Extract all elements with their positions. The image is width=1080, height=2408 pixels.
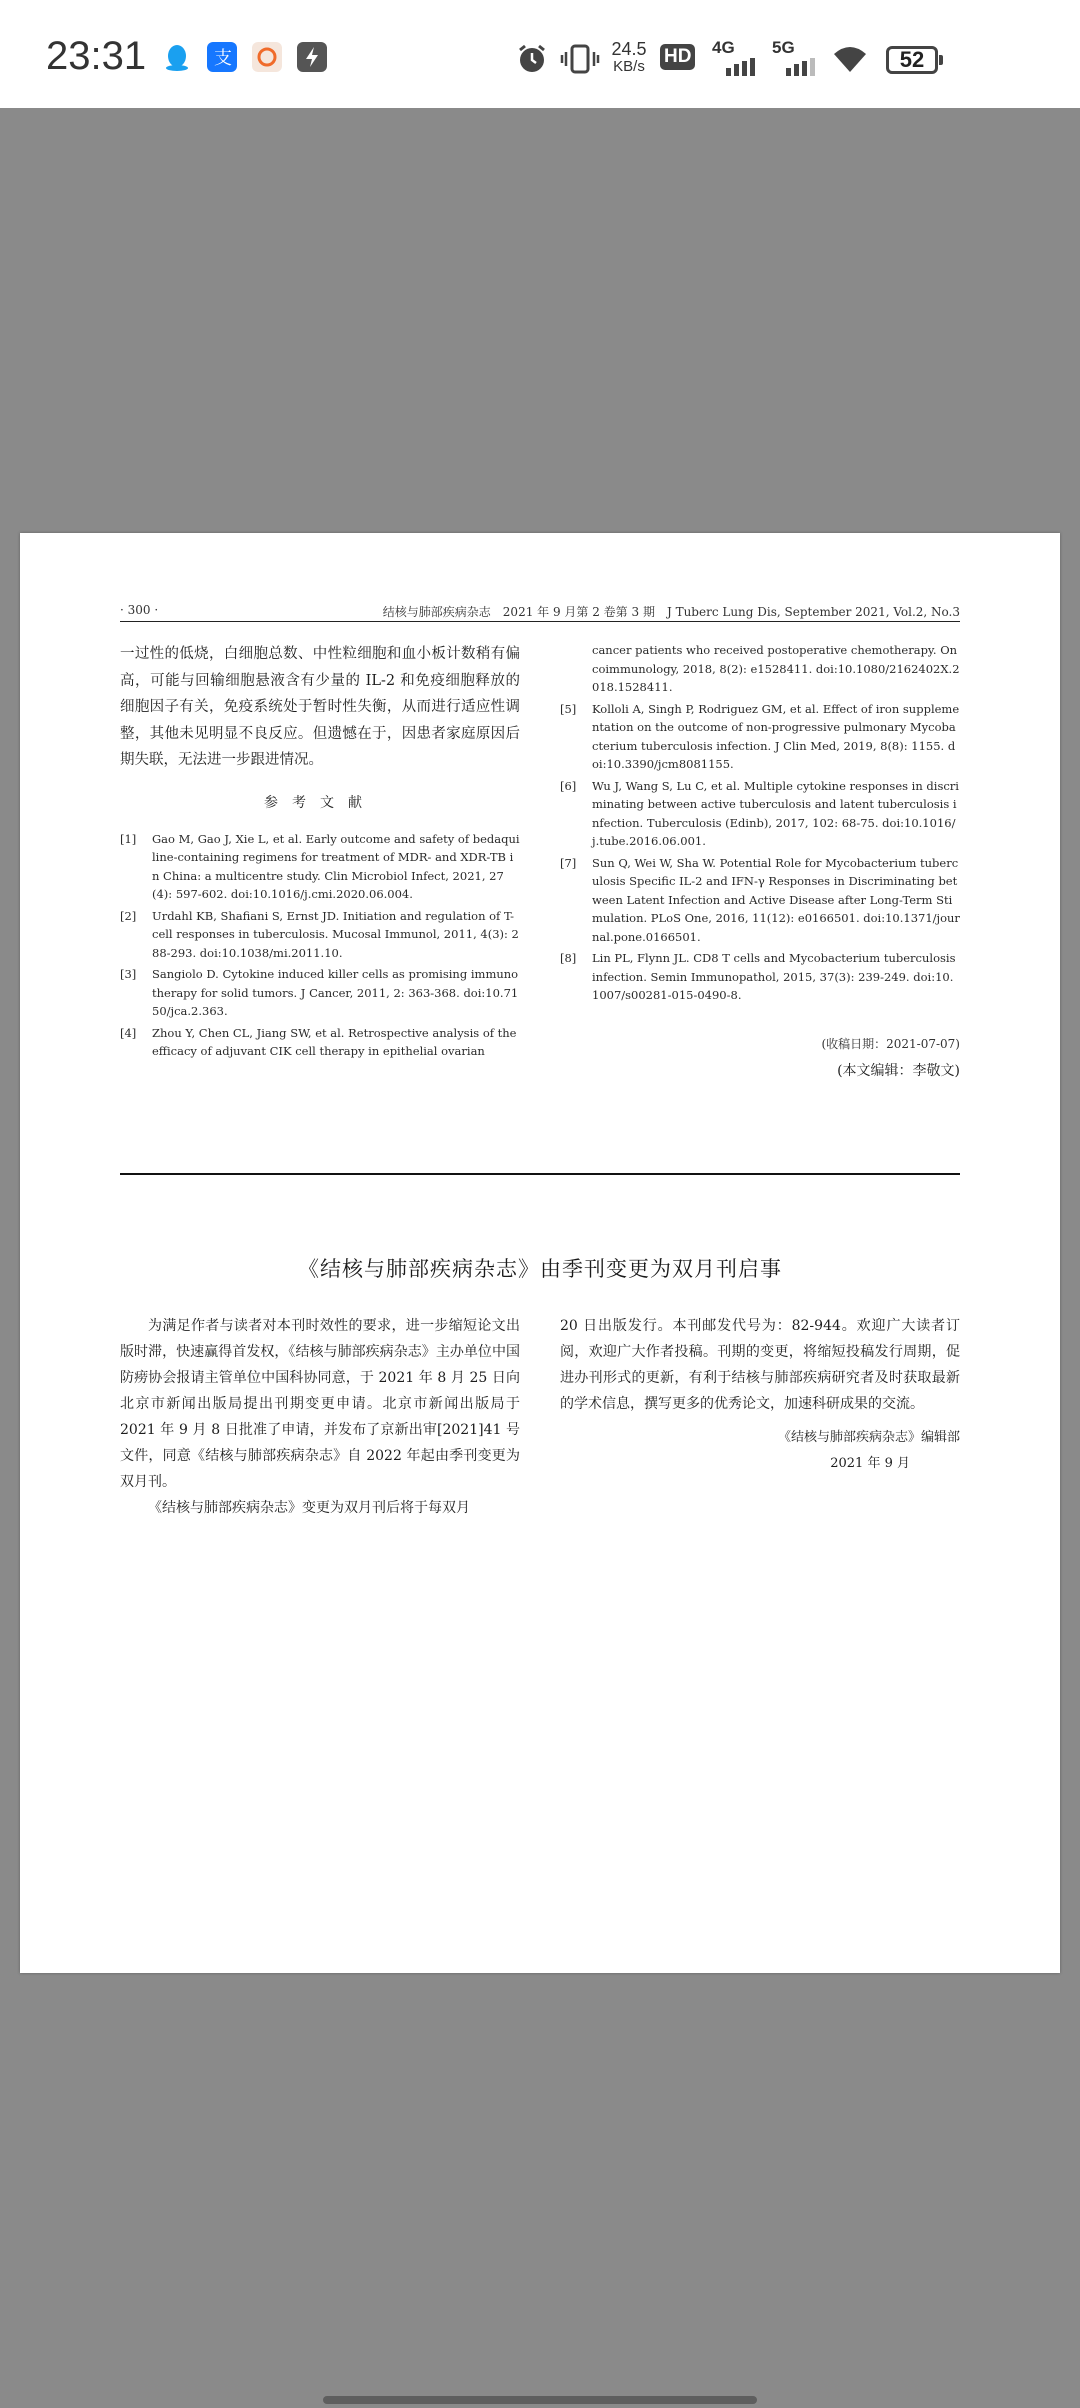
notice-paragraph: 20 日出版发行。本刊邮发代号为：82-944。欢迎广大读者订阅，欢迎广大作者投稿。刊期的变更，将缩短投稿发行周期，促进办刊形式的更新，有利于结核与肺部疾病研究者及时获取最新的学术信息，撰写更多的优秀论文，加速科研成果的交流。 [560, 1318, 960, 1412]
running-head [120, 603, 960, 622]
notice-left-column [120, 1313, 520, 1521]
svg-text:支: 支 [214, 48, 232, 69]
network-speed: 24.5 KB/s [611, 39, 647, 75]
right-column [560, 641, 960, 1080]
wifi-icon [830, 44, 870, 81]
reference-item: [5] Kolloli A, Singh P, Rodriguez GM, et al. Effect of iron supplementation on the outcome of non-progressive pulmonary Mycobacterium tuberculosis infection. J Clin Med, 2019, 8(8): 1155. doi:10.3390/jcm8081155. [560, 701, 960, 771]
vibrate-icon [560, 44, 600, 79]
notice-signature: 《结核与肺部疾病杂志》编辑部 [777, 1430, 960, 1445]
references-list-left [120, 830, 520, 1061]
alipay-icon [207, 42, 237, 72]
section-divider [120, 1173, 960, 1175]
journal-header: 结核与肺部疾病杂志 2021 年 9 月第 2 卷第 3 期 J Tuberc Lung Dis, September 2021, Vol.2, No.3 [382, 605, 960, 619]
document-page [20, 533, 1060, 1973]
status-bar [0, 0, 1080, 108]
alarm-icon [515, 42, 549, 81]
notice-paragraph: 《结核与肺部疾病杂志》变更为双月刊后将于每双月 [148, 1500, 470, 1516]
references-list-right [560, 641, 960, 1005]
notice-right-column [560, 1313, 960, 1477]
signal-5g-icon: 5G [772, 38, 820, 81]
qq-icon [162, 42, 192, 72]
body-paragraph: 一过性的低烧，白细胞总数、中性粒细胞和血小板计数稍有偏高，可能与回输细胞悬液含有少量的 IL-2 和免疫细胞释放的细胞因子有关，免疫系统处于暂时性失衡，从而进行适应性调整，其他未见明显不良反应。但遗憾在于，因患者家庭原因后期失联，无法进一步跟进情况。 [120, 646, 520, 768]
home-indicator[interactable] [323, 2396, 757, 2404]
notice-paragraph: 为满足作者与读者对本刊时效性的要求，进一步缩短论文出版时滞，快速赢得首发权，《结核与肺部疾病杂志》主办单位中国防痨协会报请主管单位中国科协同意，于 2021 年 8 月 25 日向北京市新闻出版局提出刊期变更申请。北京市新闻出版局于 2021 年 9 月 8 日批准了申请，并发布了京新出审[2021]41 号文件，同意《结核与肺部疾病杂志》自 2022 年起由季刊变更为双月刊。 [120, 1318, 520, 1490]
notice-date: 2021 年 9 月 [830, 1456, 910, 1471]
hd-icon: HD [660, 44, 695, 70]
battery-indicator: 52 [886, 46, 938, 74]
reference-item: [8] Lin PL, Flynn JL. CD8 T cells and Mycobacterium tuberculosis infection. Semin Immunopathol, 2015, 37(3): 239-249. doi:10.1007/s00281-015-0490-8. [560, 951, 956, 1002]
clock: 23:31 [46, 34, 147, 78]
flash-app-icon [297, 42, 327, 72]
notice-title: 《结核与肺部疾病杂志》由季刊变更为双月刊启事 [298, 1257, 782, 1281]
references-title: 参考文献 [264, 794, 376, 811]
left-column [120, 641, 520, 1064]
reference-item: [6] Wu J, Wang S, Lu C, et al. Multiple cytokine responses in discriminating between active tuberculosis and latent tuberculosis infection. Tuberculosis (Edinb), 2017, 102: 68-75. doi:10.1016/j.tube.2016.06.001. [560, 778, 959, 848]
article-editor: (本文编辑：李敬文) [837, 1062, 960, 1079]
reference-item: [2] Urdahl KB, Shafiani S, Ernst JD. Initiation and regulation of T-cell responses in tuberculosis. Mucosal Immunol, 2011, 4(3): 288-293. doi:10.1038/mi.2011.10. [120, 908, 519, 960]
reference-item: cancer patients who received postoperative chemotherapy. Oncoimmunology, 2018, 8(2): e1528411. doi:10.1080/2162402X.2018.1528411. [592, 643, 960, 694]
reference-item: [7] Sun Q, Wei W, Sha W. Potential Role for Mycobacterium tuberculosis Specific IL-2 and IFN-γ Responses in Discriminating between Latent Infection and Active Disease after Long-Term Stimulation. PLoS One, 2016, 11(12): e0166501. doi:10.1371/journal.pone.0166501. [560, 855, 960, 944]
reference-item: [1] Gao M, Gao J, Xie L, et al. Early outcome and safety of bedaquiline-containing regimens for treatment of MDR- and XDR-TB in China: a multicentre study. Clin Microbiol Infect, 2021, 27(4): 597-602. doi:10.1016/j.cmi.2020.06.004. [120, 831, 520, 901]
reference-item: [3] Sangiolo D. Cytokine induced killer cells as promising immunotherapy for solid tumors. J Cancer, 2011, 2: 363-368. doi:10.7150/jca.2.363. [120, 967, 519, 1018]
reference-item: [4] Zhou Y, Chen CL, Jiang SW, et al. Retrospective analysis of the efficacy of adjuvant CIK cell therapy in epithelial ovarian [120, 1025, 517, 1058]
taobao-icon [252, 42, 282, 72]
signal-4g-icon: 4G [712, 38, 760, 81]
received-date: (收稿日期：2021-07-07) [821, 1036, 960, 1051]
page-number: · 300 · [120, 603, 159, 617]
